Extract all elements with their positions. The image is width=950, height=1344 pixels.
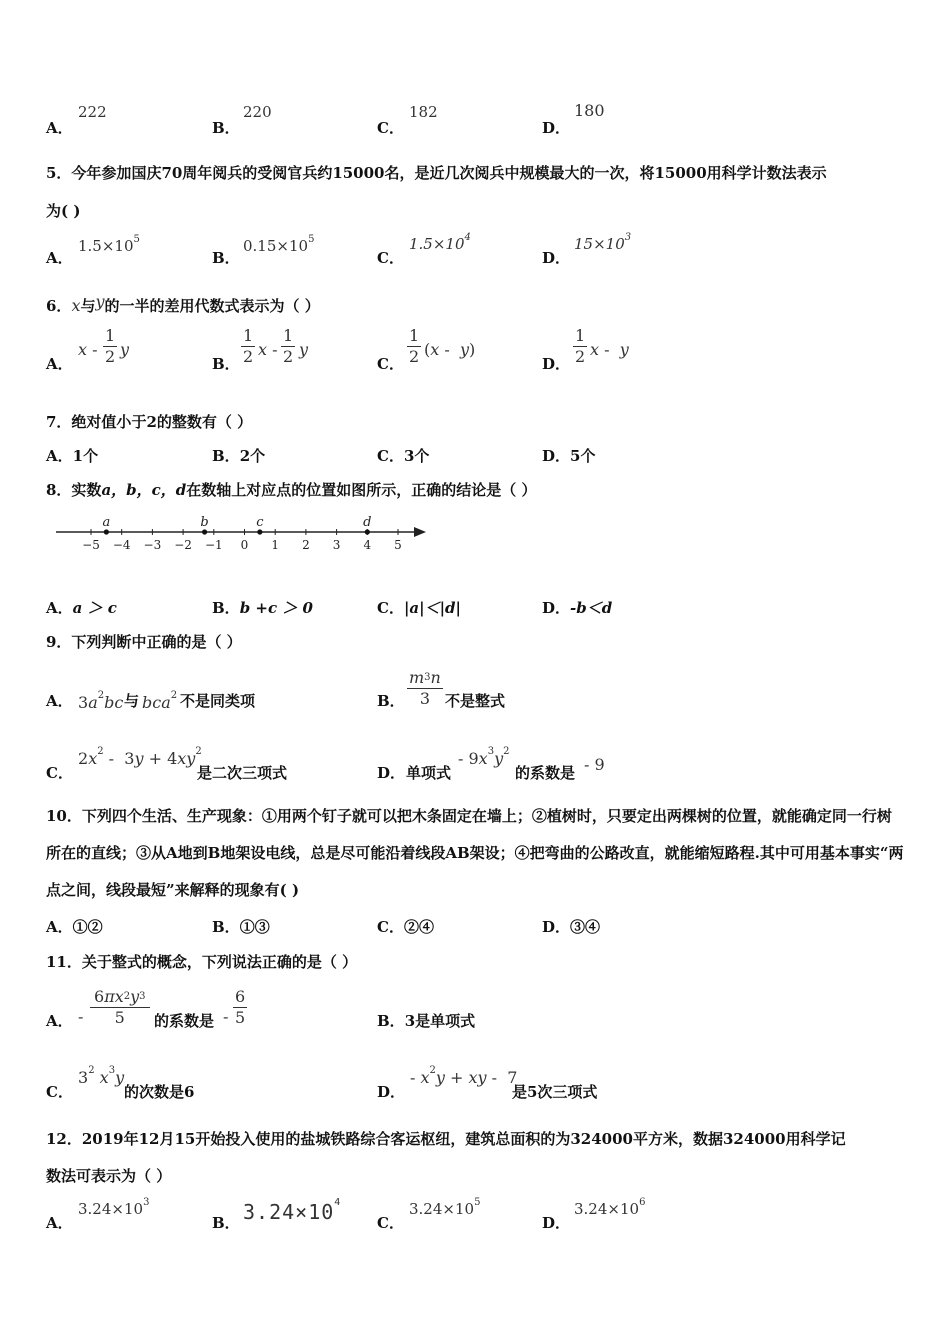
axis-tick-label: 1 <box>271 538 280 552</box>
q7-stem: 7．绝对值小于2的整数有（ ） <box>46 413 253 431</box>
q4-option-a-value: 222 <box>78 103 107 121</box>
axis-arrow <box>414 527 426 537</box>
q11-option-b: B．3是单项式 <box>377 1012 476 1030</box>
q5-option-b-value: $0.15\times 10^5$ <box>243 234 315 255</box>
q4-option-c-value: 182 <box>409 103 438 121</box>
q8-option-d: D．-b＜d <box>542 599 613 617</box>
q12-option-d-label: D． <box>542 1214 571 1232</box>
q10-option-a: A．①② <box>46 918 103 936</box>
q9-option-c-expr: $2x^2 - 3y + 4xy^2$ <box>78 746 202 768</box>
q11-option-d-expr: - $x^2y$ + xy - 7 <box>410 1065 518 1087</box>
q9-option-b-expr: $\frac{m^3n}{3}$ <box>409 668 441 708</box>
q6-var-y: y <box>95 292 105 311</box>
q9-option-a-text2: 不是同类项 <box>180 692 256 710</box>
point-c <box>257 529 262 534</box>
q5-option-c-label: C． <box>377 249 404 267</box>
q12-option-a-label: A． <box>46 1214 73 1232</box>
q10-stem: 10．下列四个生活、生产现象：①用两个钉子就可以把木条固定在墙上；②植树时，只要定出两棵树的位置，就能确定同一行树所在的直线；③从A地到B地架设电线，总是尽可能沿着线段AB架设；④把弯曲的公路改直，就能缩短路程.其中可用基本事实“两点之间，线段最短”来解释的现象有( ) <box>46 807 904 899</box>
q11-option-d-label: D． <box>377 1083 406 1101</box>
point-label-b: b <box>200 515 209 530</box>
q5-option-b-label: B． <box>212 249 240 267</box>
q5-stem-line2: 为( ) <box>46 202 81 220</box>
q5-option-c-value: $1.5\times 10^4$ <box>409 232 471 253</box>
q12-option-a-value: $3.24\times 10^3$ <box>78 1197 150 1218</box>
q9-option-d-expr: - $9x^3y^2$ <box>458 746 510 768</box>
q5-option-a-label: A． <box>46 249 73 267</box>
axis-tick-label: −5 <box>82 538 100 552</box>
q12-option-d-value: $3.24\times 10^6$ <box>574 1197 646 1218</box>
q7-option-c: C．3个 <box>377 447 430 465</box>
q4-option-b-value: 220 <box>243 103 272 121</box>
q7-option-d: D．5个 <box>542 447 596 465</box>
point-label-d: d <box>363 515 372 530</box>
q9-option-d-value: - 9 <box>584 755 605 774</box>
point-d <box>365 529 370 534</box>
q12-option-b-value: $3.24\times 10^4$ <box>243 1197 342 1224</box>
point-a <box>104 529 109 534</box>
q9-option-c-label: C． <box>46 764 73 782</box>
q4-option-a-label: A． <box>46 119 73 137</box>
q11-option-c-text: 的次数是6 <box>124 1083 195 1101</box>
axis-tick-label: 3 <box>332 538 341 552</box>
q12-option-c-label: C． <box>377 1214 404 1232</box>
q4-option-b-label: B． <box>212 119 240 137</box>
q8-stem: 8．实数a，b，c，d在数轴上对应点的位置如图所示，正确的结论是（ ） <box>46 481 537 499</box>
q4-option-c-label: C． <box>377 119 404 137</box>
q11-option-a-minus: - <box>78 1007 84 1026</box>
q10-option-d: D．③④ <box>542 918 601 936</box>
q9-option-d-text1: 单项式 <box>406 764 452 782</box>
q11-option-a-label: A． <box>46 1012 73 1030</box>
point-label-a: a <box>102 515 111 530</box>
q12-stem-line1: 12．2019年12月15开始投入使用的盐城铁路综合客运枢纽，建筑总面积的为324000平方米，数据324000用科学记 <box>46 1130 846 1148</box>
q11-option-a-frac: $\frac{6}{5}$ <box>235 987 246 1027</box>
q12-stem-line2: 数法可表示为（ ） <box>46 1167 172 1185</box>
q9-option-b-label: B． <box>377 692 405 710</box>
q7-option-b: B．2个 <box>212 447 266 465</box>
q11-option-a-expr: $\frac{6\pi x^2y^3}{5}$ <box>90 987 150 1028</box>
q11-stem: 11．关于整式的概念，下列说法正确的是（ ） <box>46 953 358 971</box>
q10-option-c: C．②④ <box>377 918 434 936</box>
axis-tick-label: 2 <box>302 538 310 552</box>
q11-option-d-text: 是5次三项式 <box>512 1083 598 1101</box>
q6-option-b-label: B． <box>212 355 240 373</box>
axis-tick-label: −1 <box>204 538 223 552</box>
q9-option-a-label: A． <box>46 692 73 710</box>
q6-option-a-label: A． <box>46 355 73 373</box>
axis-tick-label: 0 <box>240 538 249 552</box>
q8-option-b: B．b +c ＞ 0 <box>212 599 313 617</box>
q8-number-line <box>50 508 440 558</box>
q11-option-a-minus2: - <box>223 1007 229 1026</box>
q6-stem: 6．x与y的一半的差用代数式表示为（ ） <box>46 292 320 315</box>
q5-option-d-value: $15\times 10^3$ <box>574 232 632 253</box>
q4-option-d-label: D． <box>542 119 571 137</box>
q9-option-c-text: 是二次三项式 <box>197 764 288 782</box>
q6-var-x: x <box>71 296 81 315</box>
axis-tick-label: −4 <box>112 538 131 552</box>
axis-tick-label: 4 <box>363 538 372 552</box>
q11-option-a-text: 的系数是 <box>154 1012 215 1030</box>
q9-stem: 9．下列判断中正确的是（ ） <box>46 633 242 651</box>
q6-option-c-label: C． <box>377 355 404 373</box>
q11-option-c-expr: $3^2$ $x^3y$ <box>78 1065 125 1087</box>
axis-tick-label: −2 <box>174 538 192 552</box>
q8-option-a: A．a ＞ c <box>46 599 117 617</box>
q9-option-a-text1: 与 <box>124 692 140 710</box>
q10-option-b: B．①③ <box>212 918 270 936</box>
q9-option-a-expr2: bca$^2$ <box>142 690 178 712</box>
axis-tick-label: −3 <box>143 538 162 552</box>
q5-option-d-label: D． <box>542 249 571 267</box>
q9-option-d-text2: 的系数是 <box>515 764 576 782</box>
axis-tick-label: 5 <box>394 538 402 552</box>
q8-option-c: C．|a|＜|d| <box>377 599 461 617</box>
q5-option-a-value: $1.5\times 10^5$ <box>78 234 140 255</box>
point-label-c: c <box>256 515 264 530</box>
q5-stem-line1: 5．今年参加国庆70周年阅兵的受阅官兵约15000名，是近几次阅兵中规模最大的一次，将15000用科学计数法表示 <box>46 164 827 182</box>
q9-option-a-expr1: $3a^2bc$ <box>78 690 124 712</box>
q12-option-b-label: B． <box>212 1214 240 1232</box>
q12-option-c-value: $3.24\times 10^5$ <box>409 1197 481 1218</box>
q6-option-d-label: D． <box>542 355 571 373</box>
q7-option-a: A．1个 <box>46 447 99 465</box>
q9-option-b-text: 不是整式 <box>445 692 506 710</box>
q4-option-d-value: 180 <box>574 101 605 120</box>
point-b <box>202 529 207 534</box>
q9-option-d-label: D． <box>377 764 406 782</box>
q11-option-c-label: C． <box>46 1083 73 1101</box>
